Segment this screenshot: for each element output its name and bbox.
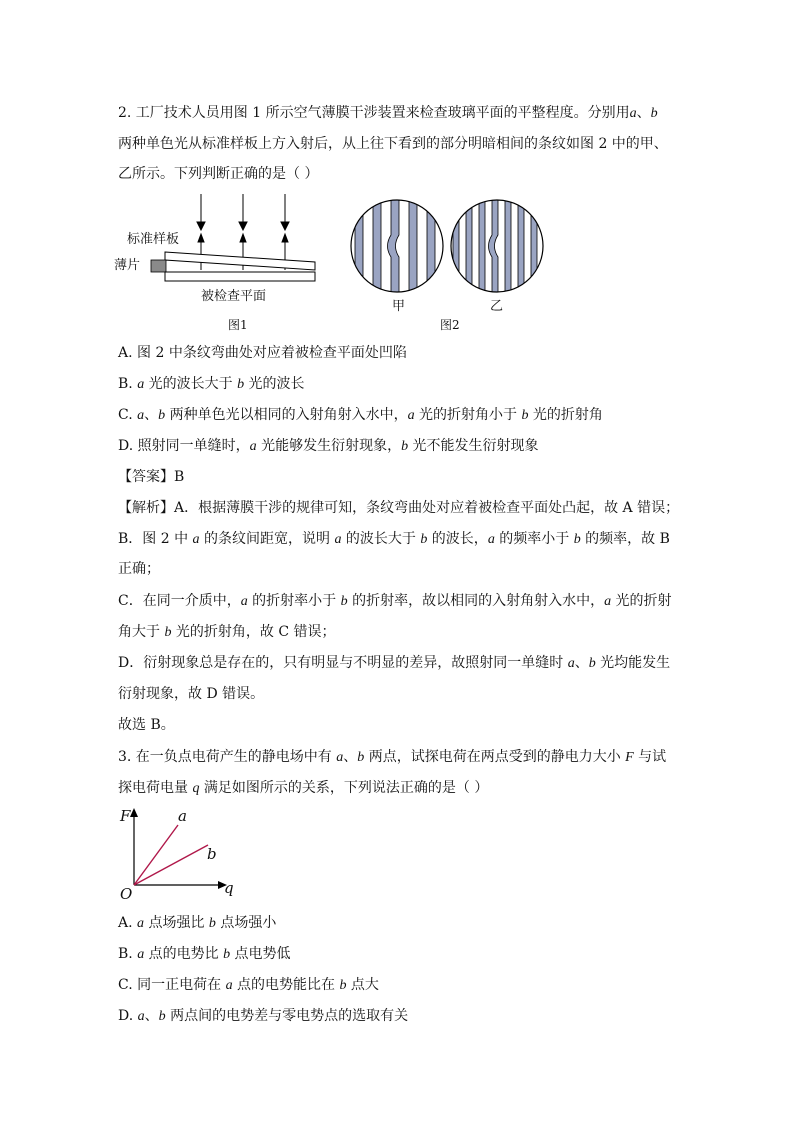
q3-stem-line-2 xyxy=(118,778,488,799)
math-variable: a xyxy=(137,377,145,392)
math-variable: b xyxy=(164,625,172,640)
text-run: B. xyxy=(118,946,138,962)
text-run: 的频率小于 xyxy=(494,531,574,547)
text-run: C．在同一介质中， xyxy=(118,593,241,609)
q2-analysis-line-4 xyxy=(118,591,672,612)
q2-figure-2 xyxy=(345,195,545,335)
q2-option-d xyxy=(118,436,539,457)
q2-option-a xyxy=(118,343,407,363)
text-run: C. 同一正电荷在 xyxy=(118,977,226,993)
math-variable: b xyxy=(158,1009,166,1024)
q3-option-b xyxy=(118,944,291,965)
q3-option-a xyxy=(118,913,276,934)
math-variable: a xyxy=(604,594,612,609)
text-run: 、 xyxy=(574,655,589,671)
text-run: 乙所示。下列判断正确的是（ ） xyxy=(118,166,319,182)
q3-option-c xyxy=(118,975,379,996)
text-run: 点的电势比 xyxy=(144,946,224,962)
text-run: 的条纹间距宽，说明 xyxy=(199,531,335,547)
q2-option-c xyxy=(118,405,603,426)
math-variable: a xyxy=(137,947,145,962)
math-variable: a xyxy=(567,656,575,671)
text-run: 点场强小 xyxy=(215,915,277,931)
text-run: 满足如图所示的关系，下列说法正确的是（ ） xyxy=(199,780,489,796)
text-run: 故选 B。 xyxy=(118,717,175,733)
math-variable: b xyxy=(650,106,658,121)
text-run: D. 照射同一单缝时， xyxy=(118,438,250,454)
thin-sheet xyxy=(151,260,166,272)
figure-2-caption: 图2 xyxy=(440,318,460,332)
label-yi: 乙 xyxy=(490,299,504,314)
line-a-label: a xyxy=(178,807,187,825)
text-run: 光的折射 xyxy=(611,593,672,609)
text-run: 的波长大于 xyxy=(341,531,421,547)
text-run: 3. 在一负点电荷产生的静电场中有 xyxy=(118,749,337,765)
math-variable: b xyxy=(340,594,348,609)
text-run: 点的电势能比在 xyxy=(232,977,340,993)
inspected-plate xyxy=(165,272,315,281)
y-axis-arrow xyxy=(130,808,138,817)
label-standard-plate: 标准样板 xyxy=(127,232,180,247)
y-axis-label: F xyxy=(120,807,131,825)
text-run: 衍射现象，故 D 错误。 xyxy=(118,686,265,702)
q3-option-d xyxy=(118,1006,408,1027)
text-run: 光均能发生 xyxy=(595,655,671,671)
q2-analysis-line-3 xyxy=(118,559,160,579)
text-run: 光不能发生衍射现象 xyxy=(408,438,539,454)
text-run: 的折射率，故以相同的入射角射入水中， xyxy=(347,593,605,609)
math-variable: b xyxy=(357,750,365,765)
text-run: 光的折射角 xyxy=(528,407,603,423)
math-variable: b xyxy=(573,532,581,547)
standard-plate xyxy=(165,252,315,270)
text-run: 的折射率小于 xyxy=(247,593,341,609)
x-axis-label: q xyxy=(224,879,234,897)
q3-f-q-graph xyxy=(116,805,246,901)
q2-stem-line-2 xyxy=(118,134,668,154)
q2-option-b xyxy=(118,374,305,395)
math-variable: F xyxy=(625,750,634,765)
math-variable: a xyxy=(137,408,145,423)
math-variable: a xyxy=(225,978,233,993)
math-variable: a xyxy=(240,594,248,609)
text-run: 2. 工厂技术人员用图 1 所示空气薄膜干涉装置来检查玻璃平面的平整程度。分别用 xyxy=(118,105,630,121)
math-variable: b xyxy=(521,408,529,423)
math-variable: b xyxy=(588,656,596,671)
text-run: 、 xyxy=(144,1008,159,1024)
q2-analysis-line-5 xyxy=(118,622,336,643)
text-run: 光能够发生衍射现象， xyxy=(256,438,402,454)
text-run: 光的折射角小于 xyxy=(414,407,522,423)
math-variable: a xyxy=(249,439,257,454)
math-variable: b xyxy=(158,408,166,423)
text-run: 【解析】A．根据薄膜干涉的规律可知，条纹弯曲处对应着被检查平面处凸起，故 A 错误； xyxy=(118,500,680,516)
figure-1-caption: 图1 xyxy=(228,318,248,332)
text-run: B．图 2 中 xyxy=(118,531,193,547)
q3-stem-line-1 xyxy=(118,747,666,768)
text-run: A. xyxy=(118,915,138,931)
text-run: 点电势低 xyxy=(230,946,291,962)
line-b-label: b xyxy=(207,845,217,863)
q2-analysis-line-2 xyxy=(118,529,670,550)
q2-analysis-line-1 xyxy=(118,498,679,518)
text-run: 探电荷电量 xyxy=(118,780,193,796)
math-variable: a xyxy=(629,106,637,121)
math-variable: a xyxy=(407,408,415,423)
text-run: 与试 xyxy=(633,749,667,765)
math-variable: q xyxy=(192,781,200,796)
text-run: 点场强比 xyxy=(144,915,209,931)
text-run: 两种单色光从标准样板上方入射后，从上往下看到的部分明暗相间的条纹如图 2 中的甲、 xyxy=(118,136,668,152)
math-variable: b xyxy=(339,978,347,993)
text-run: D．衍射现象总是存在的，只有明显与不明显的差异，故照射同一单缝时 xyxy=(118,655,568,671)
text-run: 的波长， xyxy=(427,531,488,547)
q2-stem-line-1 xyxy=(118,103,658,124)
text-run: 角大于 xyxy=(118,624,165,640)
fringes-yi xyxy=(453,195,537,305)
math-variable: a xyxy=(137,1009,145,1024)
q2-figure-1 xyxy=(110,190,330,336)
math-variable: a xyxy=(192,532,200,547)
text-run: A. 图 2 中条纹弯曲处对应着被检查平面处凹陷 xyxy=(118,345,407,361)
math-variable: b xyxy=(223,947,231,962)
line-a xyxy=(134,825,178,885)
math-variable: a xyxy=(336,750,344,765)
text-run: 、 xyxy=(144,407,159,423)
label-thin-sheet: 薄片 xyxy=(114,258,141,273)
text-run: 两点，试探电荷在两点受到的静电力大小 xyxy=(364,749,626,765)
line-b xyxy=(134,845,208,885)
q2-analysis-line-7 xyxy=(118,684,264,704)
text-run: 光的波长大于 xyxy=(144,376,238,392)
text-run: 、 xyxy=(636,105,651,121)
text-run: 点大 xyxy=(346,977,379,993)
text-run: 两点间的电势差与零电势点的选取有关 xyxy=(165,1008,409,1024)
q2-analysis-line-8 xyxy=(118,715,175,735)
math-variable: b xyxy=(401,439,409,454)
math-variable: b xyxy=(420,532,428,547)
q2-answer: 【答案】B xyxy=(118,469,185,485)
label-jia: 甲 xyxy=(392,299,406,314)
q2-stem-line-3 xyxy=(118,164,318,184)
math-variable: b xyxy=(237,377,245,392)
text-run: 的频率，故 B xyxy=(580,531,670,547)
text-run: B. xyxy=(118,376,138,392)
text-run: 正确； xyxy=(118,561,160,577)
text-run: C. xyxy=(118,407,138,423)
label-inspected-surface: 被检查平面 xyxy=(201,289,267,304)
text-run: 、 xyxy=(343,749,358,765)
text-run: 光的折射角，故 C 错误； xyxy=(171,624,336,640)
text-run: D. xyxy=(118,1008,138,1024)
math-variable: b xyxy=(208,916,216,931)
math-variable: a xyxy=(487,532,495,547)
text-run: 两种单色光以相同的入射角射入水中， xyxy=(165,407,408,423)
text-run: 光的波长 xyxy=(244,376,305,392)
math-variable: a xyxy=(137,916,145,931)
origin-label: O xyxy=(120,885,133,901)
math-variable: a xyxy=(334,532,342,547)
q2-analysis-line-6 xyxy=(118,653,670,674)
